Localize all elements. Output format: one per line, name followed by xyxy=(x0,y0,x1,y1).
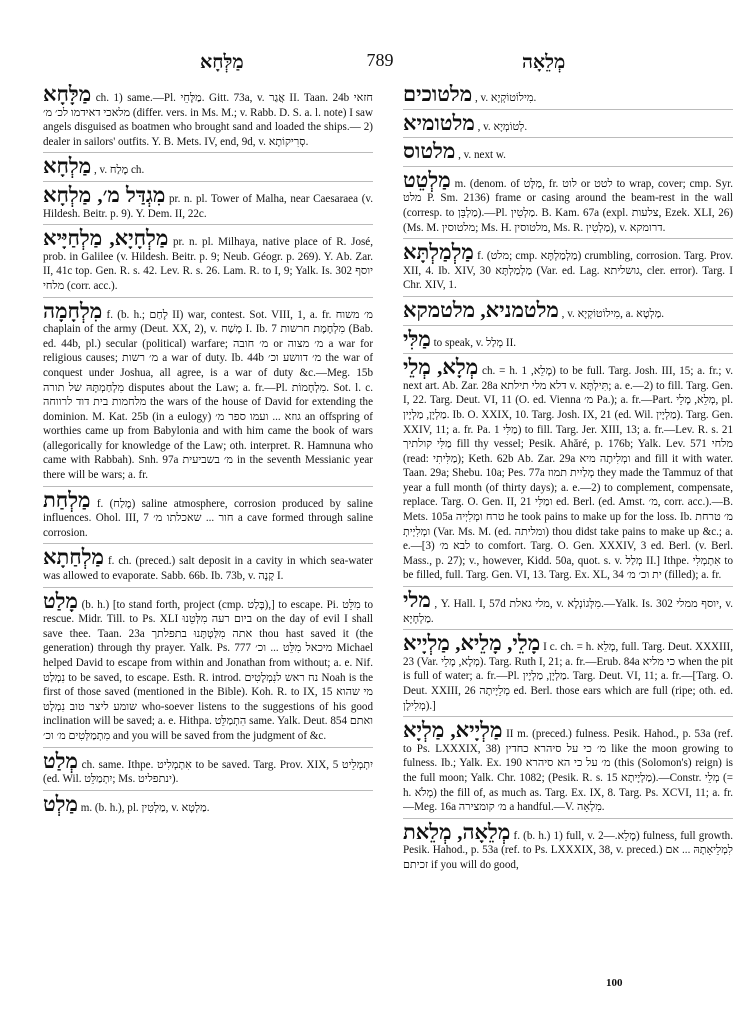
entry-headword: מלטמניא, מלטמקא xyxy=(403,297,559,322)
entry-separator xyxy=(403,109,733,110)
entry-separator xyxy=(403,325,733,326)
entry-text: f. (b. h.; לָחַם II) war, contest. Sot. VIII, 1, a. fr. מ׳ משוח chaplain of the army (Deut. XX, 2), v. מָשַׁח I. Ib. 7 מִלְחֶמֶת חרשות (Bab. ed. 44b, pl.) secular (political) warfare; מ׳ חובה or מ׳ מצוה a war for religious causes; מ׳ רשות a war of duty. Ib. 44b מ׳ דוושע וכ׳ the war of conquest under Joshua, all agree, is a war of duty &c.—Meg. 15b מִלְחַמְתָּהּ של תורה disputes about the Law; a. fr.—Pl. מִלְחָמוֹת. Sot. l. c. מלחמות בית דוד לרווחה the wars of the house of David for extending the dominion. M. Kat. 25b (in a eulogy) גוזא ... ועמו ספר מ׳ an offspring of worthies came up from Babylonia and with him came the book of wars (allegorically for knowledge of the Law; oth. interpret. R. Hamnuna who came with Rabbah). Snh. 97a מ׳ בשביעית in the seventh Messianic year there will be wars; a. fr. xyxy=(43,308,373,482)
entry-text: f. (b. h.) 1) full, v. מָלֵא.—2) fulness, full growth. Pesik. Hahod., p. 53a (ref. to Ps. LXXXIX, 38, v. preced.) לִמְלֵיאָתָהּ ... אם זכיתם if you will do good, xyxy=(403,829,733,871)
left-column xyxy=(43,84,373,984)
entry-headword: מַלְיָיא, מַלְיָא xyxy=(403,718,503,743)
dictionary-entry xyxy=(43,298,373,483)
entry-separator xyxy=(43,543,373,544)
entry-text: , v. לְטוֹמְיָא. xyxy=(477,120,528,133)
entry-headword: מַלְחָיָא, מַלְחַיָּיא xyxy=(43,226,169,251)
dictionary-entry xyxy=(43,547,373,583)
entry-text: , v. מֶלַח ch. xyxy=(93,164,145,177)
entry-headword: מַלְטֵט xyxy=(403,167,451,192)
entry-separator xyxy=(43,486,373,487)
entry-headword: מָלַט xyxy=(43,588,78,613)
dictionary-entry xyxy=(403,720,733,815)
entry-headword: מִגְדַּל מ׳, מַלְחָא xyxy=(43,182,166,207)
entry-headword: מַלְחַת xyxy=(43,487,91,512)
entry-text: to speak, v. מְלַל II. xyxy=(433,336,517,349)
dictionary-entry xyxy=(43,791,373,816)
dictionary-entry xyxy=(403,141,733,163)
dictionary-entry xyxy=(43,748,373,787)
entry-text: , v. מִילוֹטוֹקְיָא, a. מַלְטָא. xyxy=(561,307,665,320)
entry-separator xyxy=(403,586,733,587)
right-catchword: מְלֵאָה xyxy=(522,52,566,73)
entry-separator xyxy=(43,181,373,182)
entry-text: f. (מלט; cmp. מַלְמַלְתָּא) crumbling, corrosion. Targ. Prov. XII, 4. Ib. XIV, 30 מַלְמַלְתָּא (Var. ed. Lag. גושליתא, cler. error). Targ. I Chr. XIV, 1. xyxy=(403,250,733,292)
entry-separator xyxy=(403,818,733,819)
dictionary-entry xyxy=(403,84,733,106)
entry-headword: מָלֵי, מָלֵיא, מַלְיָיא xyxy=(403,631,541,656)
dictionary-entry xyxy=(43,228,373,293)
entry-separator xyxy=(43,224,373,225)
entry-headword: מלטוס xyxy=(403,139,456,164)
entry-separator xyxy=(403,238,733,239)
entry-headword: מלטומיא xyxy=(403,110,475,135)
left-catchword: מַלְּחָא xyxy=(200,52,244,73)
dictionary-entry xyxy=(43,84,373,149)
entry-separator xyxy=(403,137,733,138)
dictionary-entry xyxy=(43,182,373,221)
entry-separator xyxy=(403,716,733,717)
entry-headword: מַלָּחָא xyxy=(43,84,92,106)
entry-text: ch. same. Ithpe. אִתְמְלִיט to be saved. Targ. Prov. XIX, 5 יִתְמְלֵיט (ed. Wil. יִתְמַלֵּט; Ms. ינתפליט). xyxy=(43,758,373,786)
entry-text: ch. = h. מָלֵא, 1) to be full. Targ. Josh. III, 15; a. fr.; v. next art. Ab. Zar. 28a דלא מלי תילתא v. תִּילְתָּא; a. e.—2) to fill. Targ. Gen. I, 22. Targ. Deut. VI, 11 (O. ed. Vienna מ׳ Pa.); a. fr.—Part. מְלֵא, מָלֵי, pl. מַלְיָן, מַלְיָין. Ib. O. XXIX, 10. Targ. Josh. IX, 21 (ed. Wil. מַלְיָין). Targ. Gen. XXIV, 11; a. fr. Pa. מַלִּי 1) to fill. Targ. Jer. XIII, 13; a. fr.—Lev. R. s. 21 מַלִּי קולתיך fill thy vessel; Pesik. Ahăré, p. 176b; Yalk. Lev. 571 מלחי (read: מַלִּיתִי); Keth. 62b Ab. Zar. 29a ומְלִיתָה מיא and fill it with water. Taan. 29a; Shebu. 10a; Pes. 77a מְלַיִית תמוז they made the Tammuz of that year a full month (of thirty days); a. e.—2) to complement, compensate, replace. Targ. O. Gen. II, 21 ומַלִּי ed. Berl. (ed. Amst. מ׳, corr. acc.).—B. Mets. 105a טרח ומְלִיְיה he took pains to make up for the loss. Ib. מ׳ טרחת ומְלִיְיתְ (Var. Ms. M. (ed. ומליתה) thou didst take pains to make up &c.; a. e.—[3) לבא מ׳ to comfort. Targ. O. Gen. XXXIV, 3 ed. Berl. (v. Berl. Mass., p. 27); v., however, Kidd. 50a, quot. s. v. מְלַל II.] Ithpe. אִתְמְלִי to be filled, full. Targ. Gen. VI, 13. Targ. Ex. XL, 34 ית וכ׳ מ׳ (filled); a. fr. xyxy=(403,365,733,582)
entry-text: f. ch. (preced.) salt deposit in a cavity in which sea-water was allowed to evaporate. Sabb. 66b. Ib. 73b, v. קָנָה I. xyxy=(43,555,373,583)
entry-separator xyxy=(43,152,373,153)
dictionary-entry xyxy=(43,487,373,541)
entry-separator xyxy=(43,790,373,791)
entry-separator xyxy=(43,747,373,748)
entry-text: f. (מֶלַח) saline atmosphere, corrosion produced by saline influences. Ohol. III, 7 חור ... שאכלתו מ׳ a cave formed through saline corrosion. xyxy=(43,497,373,539)
right-column xyxy=(403,84,733,984)
dictionary-entry xyxy=(403,633,733,713)
entry-headword: מִלְחָמָה xyxy=(43,298,103,323)
dictionary-entry xyxy=(403,590,733,626)
entry-text: ch. 1) same.—Pl. מַלָּחֵי. Gitt. 73a, v. אֲגַר II. Taan. 24b חזאי מלאכי דאידמו לכ׳ מ׳ (differ. vers. in Ms. M.; v. Rabb. D. S. a. l. note) I saw angels disguised as boatmen who brought sand and loaded the ships.— 2) dealer in sailors' outfits. Y. B. Mets. IV, end, 9d, v. סְרִיקוֹתָא. xyxy=(43,92,373,148)
entry-headword: מְלַט xyxy=(43,748,78,773)
entry-text: (b. h.) [to stand forth, project (cmp. בָּלַט),] to escape. Pi. מִלֵּט to rescue. Midr. Till. to Ps. XLI ביום רעה מִלְּטֵנוּ on the day of evil I shall save thee. Taan. 23a אתה מִלַּטְתָּנוּ בתפלתך thou hast saved it (the generation) through thy prayer. Yalk. Ps. 777 מיכאל מִלֵּט ... וכ׳ Michael helped David to escape from within and Jonathan from without; a. e. Nif. נִמְלַט to be saved, to escape. Esth. R. introd. נח ראש לנִמְלָטִים Noah is the first of those saved (mentioned in the Bible). Koh. R. to IX, 15 מי שהוא שומע ליצר טוב נִמְלָט who-soever listens to the suggestions of his good inclination will be saved; a. e. Hithpa. הִתְמַלֵּט same. Yalk. Deut. 854 ואתם מִתְמַלְּטִים מ׳ וכ׳ and you will be saved from the judgment of &c. xyxy=(43,598,373,742)
entry-headword: מְלָא, מְלֵי xyxy=(403,355,479,380)
dictionary-entry xyxy=(403,357,733,583)
entry-headword: מְלֵאָה, מְלֵאת xyxy=(403,819,511,844)
dictionary-entry xyxy=(403,297,733,322)
entry-text: I c. ch. = h. מָלֵא, full. Targ. Deut. XXXIII, 23 (Var. מְלָא, מָלֵי). Targ. Ruth I, 21; a. fr.—Erub. 84a כי מליא when the pit is full of water; a. fr.—Pl. מַלְיָן, מַלְיָין. Targ. Deut. VI, 11; a. fr.—[Targ. O. Deut. XXIII, 26 מְלֵיָיתָה ed. Berl. those ears which are full (ripe; oth. ed. מְלִילָן).] xyxy=(403,641,733,712)
entry-separator xyxy=(403,166,733,167)
dictionary-entry xyxy=(403,242,733,293)
entry-separator xyxy=(43,297,373,298)
dictionary-entry xyxy=(403,110,733,135)
entry-headword: מלטוכים xyxy=(403,84,473,106)
entry-separator xyxy=(403,629,733,630)
entry-text: m. (denom. of מַלָּט, fr. לוט or לטט to wrap, cover; cmp. Syr. מלט P. Sm. 2136) frame or casing around the beam-rest in the wall (corresp. to מַלְבֵּן).—Pl. מַלְטִין. B. Kam. 67a (expl. צלעות, Ezek. XLI, 26) (Ms. M. מלטוסין; Ms. H. מלטוסין, Ms. R. מַלְטִין), v. דרומקא. xyxy=(403,177,733,234)
dictionary-entry xyxy=(403,819,733,873)
entry-headword: מַלְחַתָא xyxy=(43,545,104,570)
entry-text: , v. מִילוֹטוֹקְיָא. xyxy=(475,92,537,104)
dictionary-entry xyxy=(403,326,733,351)
entry-headword: מַלְט xyxy=(43,791,78,816)
entry-text: pr. n. pl. Tower of Malha, near Caesaraea (v. Hildesh. Beitr. p. 9). Y. Dem. II, 22c. xyxy=(43,192,373,220)
page-header xyxy=(0,50,750,80)
entry-headword: מַלְמַלְתָּא xyxy=(403,240,474,265)
entry-text: , v. next w. xyxy=(458,149,506,162)
entry-headword: מלי xyxy=(403,588,431,613)
entry-separator xyxy=(43,587,373,588)
entry-headword: מַלְחָא xyxy=(43,154,92,179)
entry-headword: מַלִּי xyxy=(403,326,431,351)
dictionary-entry xyxy=(403,167,733,235)
entry-text: pr. n. pl. Milhaya, native place of R. José, prob. in Galilee (v. Hildesh. Beitr. p. 9; Neub. Géogr. p. 269). Y. Ab. Zar. II, 41c top. Gen. R. s. 42. Lev. R. s. 26. Lam. R. to I, 9; Yalk. Is. 302 יוסף מלחי (corr. acc.). xyxy=(43,236,373,292)
entry-separator xyxy=(403,353,733,354)
entry-text: II m. (preced.) fulness. Pesik. Hahod., p. 53a (ref. to Ps. LXXXIX, 38) מ׳ כי על סיהרא כחדין like the moon growing to fulness. Ib.; Yalk. Ex. 190 מ׳ על כי הא סיהרא (this (Solomon's) reign) is the full moon; Yalk. Chr. 1082; (Pesik. R. s. 15 מַלְיָיתָא).—Constr. מְלֵי (= h. מְלֹא) the fill of, as much as. Targ. Ex. IX, 8. Targ. Ps. XCVI, 11; a. fr.—Meg. 16a מ׳ קומצירה a handful.—V. מִלְאָה. xyxy=(403,728,733,814)
dictionary-entry xyxy=(43,588,373,744)
entry-separator xyxy=(403,296,733,297)
entry-text: m. (b. h.), pl. מַלְטִין, v. מַלְטָא. xyxy=(80,801,210,814)
entry-text: , Y. Hall. I, 57d מלי גאלת, v. מִלְּגוֹנְלָא.—Yalk. Is. 302 יוסף ממלי, v. מַלְחָיָא. xyxy=(403,598,733,625)
page-number: 789 xyxy=(366,50,394,70)
folio-mark: 100 xyxy=(606,977,623,989)
dictionary-entry xyxy=(43,156,373,178)
